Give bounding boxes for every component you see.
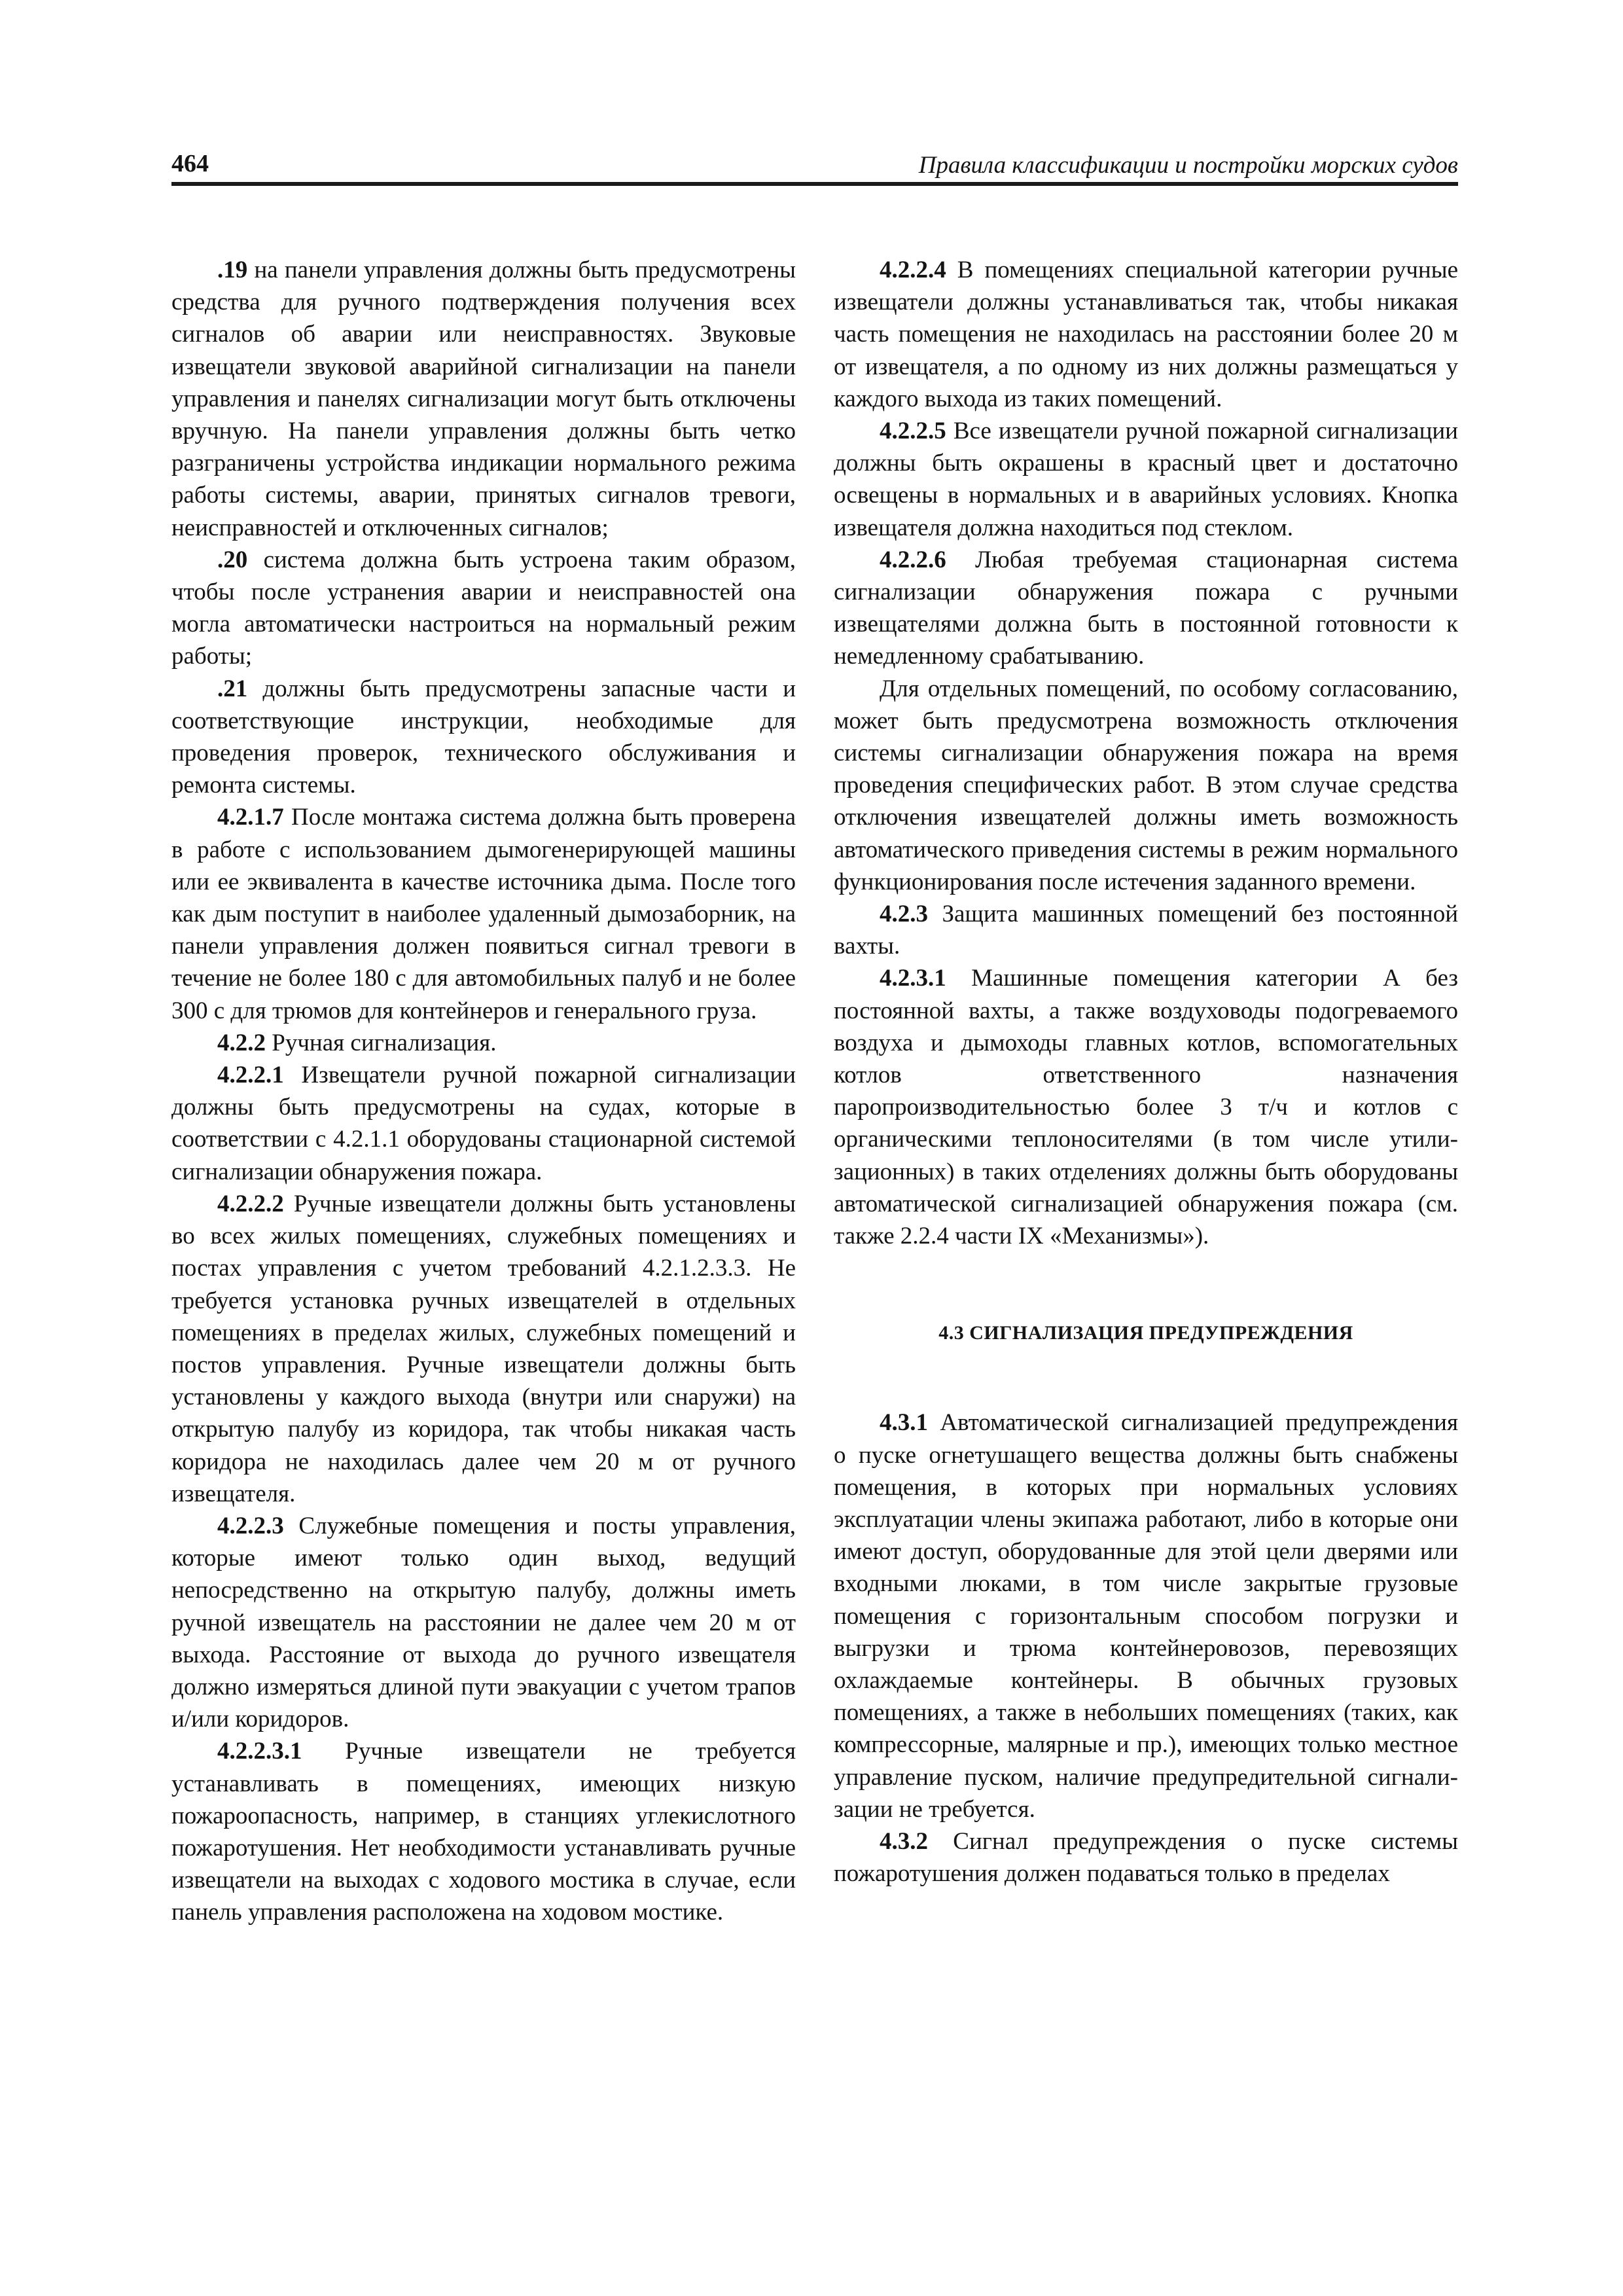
paragraph-text: Любая требуемая стационарная система сигнализации обнаружения пожара с ручными извещателями должна быть в постоянной готовности к немедленному срабатыванию. xyxy=(834,546,1458,670)
paragraph xyxy=(834,415,1458,544)
paragraph xyxy=(834,898,1458,962)
right-column xyxy=(834,254,1458,1890)
clause-number: 4.2.2.5 xyxy=(880,418,946,445)
paragraph xyxy=(834,544,1458,673)
paragraph-text: Защита машинных помещений без постоянной вахты. xyxy=(834,901,1458,960)
clause-number: 4.3.1 xyxy=(880,1409,928,1437)
paragraph xyxy=(834,1825,1458,1890)
clause-number: 4.2.2.1 xyxy=(217,1062,284,1089)
paragraph-text: В помещениях специальной категории ручные извещатели должны устанавливаться так, чтобы никакая часть помещения не находилась на расстоянии более 20 м от извещателя, а по одному из них должны размещаться у каждого выхода из таких помещений. xyxy=(834,257,1458,412)
clause-number: .21 xyxy=(217,675,248,702)
paragraph xyxy=(171,1059,796,1188)
clause-number: .19 xyxy=(217,257,248,283)
paragraph-text: Машинные помещения категории А без постоянной вахты, а также воздуховоды подогреваемого воздуха и дымоходы главных котлов, вспомогательных котлов ответственного назначения паропроизводительностью более 3 т/ч и котлов с органическими теплоносителями (в том числе утилизационных) в таких отделениях должны быть оборудованы автоматической сигнализацией обнаружения пожара (см. также 2.2.4 части IX «Механизмы»). xyxy=(834,965,1458,1250)
clause-number: 4.3.2 xyxy=(880,1827,928,1855)
clause-number: 4.2.2.2 xyxy=(217,1190,284,1217)
section-heading: 4.3 СИГНАЛИЗАЦИЯ ПРЕДУПРЕЖДЕНИЯ xyxy=(938,1322,1353,1344)
paragraph xyxy=(171,1027,796,1059)
paragraph-text: Ручная сигнализация. xyxy=(266,1029,497,1056)
paragraph-text: Автоматической сигнализацией предупреждения о пуске огнетушащего вещества должны быть снабжены помещения, в которых при нормальных условиях эксплуатации члены экипажа работают, либо в которые они имеют доступ, оборудованные для этой цели дверями или входными люками, в том числе закрытые грузовые помещения с горизонтальным способом погрузки и выгрузки и трюма контейнеровозов, перевозящих охлаждаемые контейнеры. В обычных грузовых помещениях, а также в небольших помещениях (таких, как компрессорные, малярные и пр.), имеющих только местное управление пуском, наличие предупредительной сигнализации не требуется. xyxy=(834,1409,1458,1823)
paragraph-text: на панели управления должны быть предусмотрены средства для ручного подтверждения получения всех сигналов об аварии или неисправностях. Звуковые извещатели звуковой аварийной сигнализации на панели управления и панелях сигнализации могут быть отключены вручную. На панели управления должны быть четко разграничены устройства индикации нормального режима работы системы, аварии, принятых сигналов тревоги, неисправностей и отключенных сигналов; xyxy=(171,257,796,541)
paragraph-text: Ручные извещатели не требуется устанавливать в помещениях, имеющих низкую пожароопасность, например, в станциях углекислотного пожаротушения. Нет необходимости устанавливать ручные извещатели на выходах с ходового мостика в случае, если панель управления расположена на ходовом мостике. xyxy=(171,1738,796,1926)
paragraph xyxy=(171,254,796,544)
paragraph-text: Ручные извещатели должны быть установлены во всех жилых помещениях, служебных помещениях и постах управления с учетом требований 4.2.1.2.3.3. Не требуется установка ручных извещателей в отдельных помещениях в пределах жилых, служебных помещений и постов управления. Ручные извещатели должны быть установлены у каждого выхода (внутри или снаружи) на открытую палубу из коридора, так чтобы никакая часть коридора не находилась далее чем 20 м от ручного извещателя. xyxy=(171,1190,796,1507)
paragraph-text: После монтажа система должна быть проверена в работе с использованием дымогенерирующей машины или ее эквивалента в качестве источника дыма. После того как дым поступит в наиболее удаленный дымозаборник, на панели управления должен появиться сигнал тревоги в течение не более 180 с для автомобильных палуб и не более 300 с для трюмов для контейнеров и генерального груза. xyxy=(171,804,796,1024)
clause-number: 4.2.3 xyxy=(880,901,928,928)
paragraph-text: система должна быть устроена таким образом, чтобы после устранения аварии и неисправностей она могла автоматически настроиться на нормальный режим работы; xyxy=(171,546,796,670)
paragraph-text: Для отдельных помещений, по особому согласованию, может быть предусмотрена возможность отключения системы сигнализации обнаружения пожара на время проведения специфических работ. В этом случае средства отключения извещателей должны иметь возможность автоматического приведения системы в режим нормального функционирования после истечения заданного времени. xyxy=(834,675,1458,895)
paragraph-text: Служебные помещения и посты управления, которые имеют только один выход, ведущий непосредственно на открытую палубу, должны иметь ручной извещатель на расстоянии не далее чем 20 м от выхода. Расстояние от выхода до ручного извещателя должно измеряться длиной пути эвакуации с учетом трапов и/или коридоров. xyxy=(171,1512,796,1733)
left-column xyxy=(171,254,796,1929)
paragraph xyxy=(171,673,796,802)
paragraph xyxy=(171,1510,796,1735)
clause-number: 4.2.3.1 xyxy=(880,965,946,992)
paragraph xyxy=(834,673,1458,898)
paragraph xyxy=(171,801,796,1026)
clause-number: 4.2.2.4 xyxy=(880,257,946,283)
paragraph xyxy=(171,1735,796,1928)
paragraph xyxy=(171,544,796,673)
paragraph xyxy=(834,1407,1458,1825)
paragraph xyxy=(834,254,1458,415)
paragraph-text: Извещатели ручной пожарной сигнализации должны быть предусмотрены на судах, которые в соответствии с 4.2.1.1 оборудованы стационарной системой сигнализации обнаружения пожара. xyxy=(171,1062,796,1185)
page-header xyxy=(171,143,1458,186)
clause-number: 4.2.2.3 xyxy=(217,1512,284,1539)
paragraph-text: Все извещатели ручной пожарной сигнализации должны быть окрашены в красный цвет и достаточно освещены в нормальных и в аварийных условиях. Кнопка извещателя должна находиться под стеклом. xyxy=(834,418,1458,541)
running-title: Правила классификации и постройки морских судов xyxy=(918,152,1458,179)
clause-number: 4.2.2.3.1 xyxy=(217,1738,302,1765)
paragraph xyxy=(171,1188,796,1510)
clause-number: .20 xyxy=(217,546,248,573)
paragraph-text: Сигнал предупреждения о пуске системы пожаротушения должен подаваться только в пределах xyxy=(834,1827,1458,1888)
clause-number: 4.2.1.7 xyxy=(217,804,284,831)
paragraph xyxy=(834,962,1458,1252)
clause-number: 4.2.2.6 xyxy=(880,546,946,573)
paragraph-text: должны быть предусмотрены запасные части и соответствующие инструкции, необходимые для проведения проверок, технического обслуживания и ремонта системы. xyxy=(171,675,796,799)
page-number: 464 xyxy=(171,150,209,177)
clause-number: 4.2.2 xyxy=(217,1029,266,1056)
